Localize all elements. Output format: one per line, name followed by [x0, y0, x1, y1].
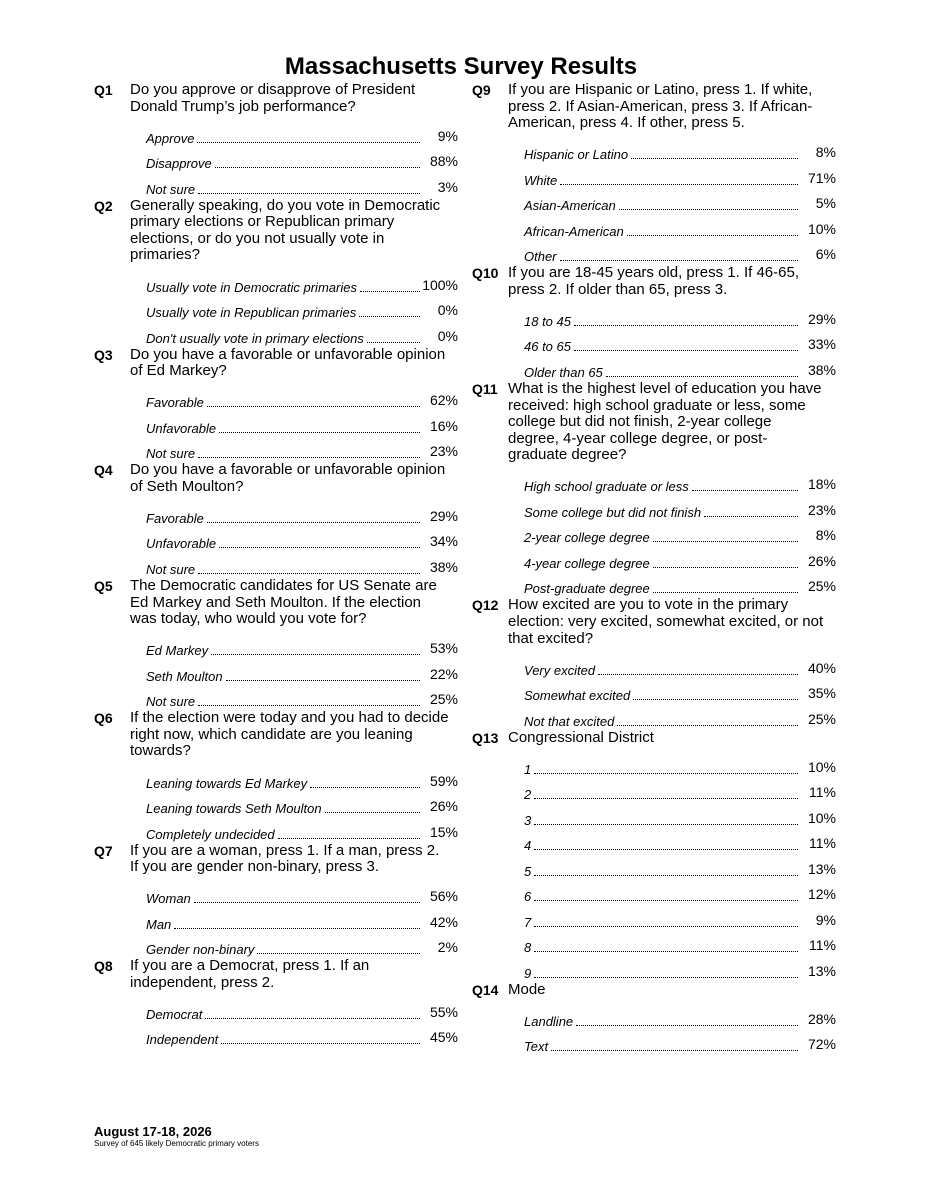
answer-value: 56%	[429, 888, 458, 905]
answer-value: 6%	[815, 246, 836, 263]
answer-label: Unfavorable	[146, 536, 217, 552]
answer-value: 10%	[807, 758, 836, 775]
dot-leader	[278, 838, 420, 839]
answer-label: 9	[524, 965, 532, 981]
answer-value: 45%	[429, 1029, 458, 1046]
question-header	[94, 462, 458, 495]
answer-value: 9%	[437, 127, 458, 144]
dot-leader	[560, 184, 798, 185]
dot-leader	[325, 812, 420, 813]
answer-label: Don't usually vote in primary elections	[146, 330, 364, 346]
question-number: Q9	[472, 82, 491, 98]
question-header	[94, 578, 458, 628]
answer-label: Somewhat excited	[524, 688, 631, 704]
question-q5	[94, 578, 458, 710]
answer-label: Favorable	[146, 395, 204, 411]
answer-row	[94, 997, 458, 1023]
answer-label: African-American	[524, 223, 624, 239]
question-number: Q10	[472, 265, 499, 282]
answer-label: Approve	[146, 130, 195, 146]
answer-label: Other	[524, 249, 557, 265]
answer-row	[472, 189, 836, 215]
answer-row	[94, 386, 458, 412]
answer-row	[94, 685, 458, 711]
dot-leader	[574, 325, 798, 326]
answer-list	[472, 138, 836, 266]
answer-label: Ed Markey	[146, 643, 209, 659]
answer-row	[94, 766, 458, 792]
question-number: Q5	[94, 577, 113, 594]
answer-row	[472, 829, 836, 855]
answer-row	[94, 907, 458, 933]
answer-label: Older than 65	[524, 364, 603, 380]
question-q2	[94, 198, 458, 347]
answer-list	[472, 470, 836, 598]
answer-label: 1	[524, 761, 532, 777]
answer-row	[94, 121, 458, 147]
dot-leader	[653, 541, 798, 542]
answer-row	[94, 817, 458, 843]
question-number: Q6	[94, 710, 113, 727]
answer-label: 6	[524, 889, 532, 905]
answer-value: 29%	[429, 507, 458, 524]
question-header	[472, 82, 836, 132]
answer-row	[472, 679, 836, 705]
answer-list	[94, 997, 458, 1048]
question-q9	[472, 82, 836, 265]
page-title: Massachusetts Survey Results	[284, 53, 638, 80]
answer-label: Asian-American	[524, 198, 616, 214]
answer-row	[472, 704, 836, 730]
answer-value: 3%	[437, 178, 458, 195]
answer-label: Unfavorable	[146, 420, 217, 436]
answer-label: Text	[524, 1039, 549, 1055]
dot-leader	[211, 654, 420, 655]
question-q14	[472, 982, 836, 1056]
question-text: Do you approve or disapprove of President Donald Trump’s job performance?	[130, 81, 416, 115]
question-number: Q12	[472, 597, 499, 614]
answer-row	[472, 495, 836, 521]
question-header	[94, 843, 458, 876]
answer-value: 12%	[807, 886, 836, 903]
answer-value: 9%	[815, 911, 836, 928]
question-q8	[94, 958, 458, 1048]
answer-value: 11%	[809, 835, 836, 852]
dot-leader	[534, 900, 798, 901]
answer-value: 18%	[807, 476, 836, 493]
dot-leader	[207, 406, 420, 407]
answer-value: 42%	[429, 913, 458, 930]
answer-value: 11%	[809, 784, 836, 801]
answer-label: Very excited	[524, 662, 596, 678]
question-q3	[94, 347, 458, 463]
answer-row	[472, 138, 836, 164]
question-text: If the election were today and you had to decide right now, which candidate are you leaning towards?	[130, 709, 449, 760]
dot-leader	[574, 350, 798, 351]
survey-note: Survey of 645 likely Democratic primary voters	[94, 1139, 259, 1148]
answer-label: 18 to 45	[524, 313, 571, 329]
question-q12	[472, 597, 836, 729]
answer-label: Seth Moulton	[146, 668, 223, 684]
answer-row	[472, 854, 836, 880]
question-text: Do you have a favorable or unfavorable opinion of Seth Moulton?	[130, 461, 446, 495]
answer-label: Usually vote in Democratic primaries	[146, 279, 357, 295]
dot-leader	[534, 773, 798, 774]
answer-value: 13%	[807, 962, 836, 979]
answer-row	[472, 330, 836, 356]
answer-row	[94, 552, 458, 578]
answer-row	[94, 147, 458, 173]
question-text: If you are a woman, press 1. If a man, press 2. If you are gender non-binary, press 3.	[130, 841, 440, 876]
answer-value: 10%	[807, 809, 836, 826]
answer-label: 8	[524, 940, 532, 956]
answer-value: 100%	[422, 276, 458, 293]
dot-leader	[359, 316, 420, 317]
dot-leader	[198, 573, 420, 574]
answer-value: 8%	[815, 144, 836, 161]
answer-label: Landline	[524, 1013, 574, 1029]
answer-value: 33%	[807, 336, 836, 353]
dot-leader	[653, 592, 798, 593]
dot-leader	[606, 376, 798, 377]
answer-label: 4-year college degree	[524, 555, 650, 571]
footer	[94, 1124, 259, 1149]
answer-label: Post-graduate degree	[524, 581, 650, 597]
question-header	[472, 381, 836, 464]
answer-label: Disapprove	[146, 156, 212, 172]
answer-value: 11%	[809, 937, 836, 954]
dot-leader	[174, 928, 420, 929]
answer-value: 26%	[807, 552, 836, 569]
answer-list	[472, 752, 836, 982]
dot-leader	[534, 875, 798, 876]
answer-row	[472, 470, 836, 496]
answer-value: 35%	[807, 685, 836, 702]
dot-leader	[360, 291, 420, 292]
dot-leader	[194, 902, 420, 903]
question-header	[472, 982, 836, 999]
answer-label: 2-year college degree	[524, 530, 650, 546]
question-text: How excited are you to vote in the primary election: very excited, somewhat excited, or not that excited?	[508, 596, 824, 647]
answer-row	[472, 240, 836, 266]
question-number: Q7	[94, 842, 113, 859]
question-q10	[472, 265, 836, 381]
dot-leader	[219, 547, 420, 548]
question-header	[472, 730, 836, 747]
answer-row	[472, 521, 836, 547]
answer-row	[472, 355, 836, 381]
dot-leader	[207, 522, 420, 523]
answer-label: High school graduate or less	[524, 479, 689, 495]
answer-label: Independent	[146, 1032, 219, 1048]
answer-label: Usually vote in Republican primaries	[146, 305, 357, 321]
question-q1	[94, 82, 458, 198]
answer-row	[472, 214, 836, 240]
answer-value: 38%	[807, 361, 836, 378]
dot-leader	[226, 680, 420, 681]
answer-value: 25%	[807, 710, 836, 727]
answer-label: Favorable	[146, 510, 204, 526]
answer-label: Leaning towards Seth Moulton	[146, 801, 322, 816]
answer-row	[472, 572, 836, 598]
answer-list	[472, 1004, 836, 1055]
answer-row	[472, 931, 836, 957]
dot-leader	[692, 490, 798, 491]
answer-value: 62%	[429, 392, 458, 409]
answer-row	[472, 778, 836, 804]
dot-leader	[631, 158, 798, 159]
answer-value: 13%	[807, 860, 836, 877]
answer-value: 28%	[807, 1010, 836, 1027]
answer-value: 8%	[815, 527, 836, 544]
answer-value: 40%	[807, 659, 836, 676]
question-header	[472, 265, 836, 298]
answer-list	[94, 882, 458, 959]
answer-label: Not sure	[146, 446, 196, 462]
dot-leader	[367, 342, 420, 343]
answer-label: White	[524, 172, 558, 188]
dot-leader	[534, 926, 798, 927]
question-number: Q8	[94, 958, 113, 975]
answer-value: 88%	[429, 153, 458, 170]
answer-row	[472, 880, 836, 906]
answer-value: 25%	[429, 691, 458, 708]
answer-row	[472, 1030, 836, 1056]
dot-leader	[197, 142, 420, 143]
answer-row	[94, 659, 458, 685]
answer-row	[94, 270, 458, 296]
answer-value: 29%	[807, 310, 836, 327]
answer-value: 25%	[807, 578, 836, 595]
dot-leader	[551, 1050, 798, 1051]
dot-leader	[617, 725, 798, 726]
question-header	[94, 82, 458, 115]
dot-leader	[619, 209, 798, 210]
answer-label: Man	[146, 916, 172, 932]
answer-row	[94, 634, 458, 660]
answer-label: Some college but did not finish	[524, 504, 702, 520]
answer-label: 46 to 65	[524, 339, 571, 355]
answer-label: 5	[524, 863, 532, 879]
answer-row	[472, 304, 836, 330]
question-header	[472, 597, 836, 647]
question-number: Q1	[94, 82, 113, 98]
dot-leader	[198, 193, 420, 194]
question-q13	[472, 730, 836, 982]
question-text: Congressional District	[508, 728, 654, 746]
answer-value: 34%	[429, 533, 458, 550]
answer-list	[94, 501, 458, 578]
answer-list	[94, 386, 458, 463]
question-number: Q2	[94, 197, 113, 214]
answer-row	[472, 653, 836, 679]
dot-leader	[704, 516, 798, 517]
question-text: What is the highest level of education you have received: high school graduate or less, some college but did not finish, 2-year college degree, 4-year college degree, or post- graduate degree?	[508, 379, 822, 464]
answer-list	[472, 653, 836, 730]
left-column	[94, 82, 458, 1048]
dot-leader	[205, 1018, 420, 1019]
answer-value: 10%	[807, 220, 836, 237]
answer-value: 23%	[429, 443, 458, 460]
dot-leader	[219, 432, 420, 433]
dot-leader	[198, 705, 420, 706]
dot-leader	[598, 674, 798, 675]
question-text: Mode	[508, 980, 546, 998]
answer-value: 38%	[429, 558, 458, 575]
dot-leader	[534, 977, 798, 978]
answer-label: Gender non-binary	[146, 942, 255, 958]
answer-label: Woman	[146, 891, 191, 907]
answer-row	[472, 163, 836, 189]
answer-value: 2%	[437, 939, 458, 956]
answer-label: 3	[524, 812, 532, 828]
question-text: If you are 18-45 years old, press 1. If 46-65, press 2. If older than 65, press 3.	[508, 264, 799, 298]
dot-leader	[627, 235, 798, 236]
answer-row	[472, 546, 836, 572]
right-column	[472, 82, 836, 1055]
answer-value: 5%	[815, 195, 836, 212]
answer-row	[94, 792, 458, 818]
answer-row	[94, 1023, 458, 1049]
question-number: Q13	[472, 729, 499, 746]
answer-row	[472, 905, 836, 931]
dot-leader	[576, 1025, 798, 1026]
answer-value: 72%	[807, 1036, 836, 1053]
answer-label: 4	[524, 838, 532, 854]
question-number: Q11	[472, 380, 498, 397]
answer-value: 0%	[437, 302, 458, 319]
answer-value: 23%	[807, 501, 836, 518]
answer-row	[472, 956, 836, 982]
answer-row	[94, 933, 458, 959]
answer-label: 7	[524, 914, 532, 930]
dot-leader	[534, 798, 798, 799]
dot-leader	[534, 951, 798, 952]
dot-leader	[257, 953, 420, 954]
answer-row	[472, 1004, 836, 1030]
answer-value: 53%	[429, 640, 458, 657]
question-text: If you are Hispanic or Latino, press 1. If white, press 2. If Asian-American, press 3. If African- American, press 4. If other, press 5.	[508, 81, 813, 132]
question-number: Q14	[472, 981, 499, 998]
question-text: Do you have a favorable or unfavorable opinion of Ed Markey?	[130, 345, 446, 380]
answer-label: Not sure	[146, 181, 196, 197]
survey-date: August 17-18, 2026	[94, 1124, 212, 1139]
answer-label: Hispanic or Latino	[524, 147, 629, 163]
question-text: The Democratic candidates for US Senate are Ed Markey and Seth Moulton. If the election was today, who would you vote for?	[130, 576, 437, 628]
dot-leader	[221, 1043, 420, 1044]
answer-row	[94, 296, 458, 322]
question-q11	[472, 381, 836, 597]
question-q7	[94, 843, 458, 959]
answer-value: 71%	[807, 169, 836, 186]
question-text: If you are a Democrat, press 1. If an independent, press 2.	[130, 957, 370, 991]
answer-label: Not sure	[146, 561, 196, 577]
question-header	[94, 710, 458, 760]
answer-value: 15%	[429, 823, 458, 840]
answer-row	[94, 411, 458, 437]
dot-leader	[534, 849, 798, 850]
answer-value: 26%	[429, 798, 458, 814]
answer-list	[94, 766, 458, 843]
answer-value: 55%	[429, 1003, 458, 1020]
dot-leader	[653, 567, 798, 568]
question-text: Generally speaking, do you vote in Democratic primary elections or Republican primary elections, or do you not usually vote in primaries?	[130, 196, 441, 264]
dot-leader	[633, 699, 798, 700]
answer-row	[94, 882, 458, 908]
answer-row	[94, 172, 458, 198]
answer-row	[94, 501, 458, 527]
answer-value: 59%	[429, 772, 458, 789]
answer-list	[94, 270, 458, 347]
dot-leader	[310, 787, 420, 788]
dot-leader	[198, 457, 420, 458]
answer-list	[94, 634, 458, 711]
dot-leader	[215, 167, 420, 168]
answer-row	[472, 803, 836, 829]
answer-value: 16%	[429, 417, 458, 434]
answer-label: Completely undecided	[146, 826, 275, 842]
question-header	[94, 198, 458, 264]
answer-list	[94, 121, 458, 198]
answer-row	[94, 527, 458, 553]
answer-row	[94, 437, 458, 463]
answer-value: 0%	[437, 327, 458, 344]
answer-label: Not sure	[146, 694, 196, 710]
answer-label: Not that excited	[524, 713, 615, 729]
question-number: Q4	[94, 462, 113, 479]
dot-leader	[534, 824, 798, 825]
answer-list	[472, 304, 836, 381]
answer-label: Democrat	[146, 1006, 203, 1022]
dot-leader	[560, 260, 798, 261]
question-header	[94, 958, 458, 991]
answer-value: 22%	[429, 665, 458, 682]
question-number: Q3	[94, 346, 113, 363]
question-q6	[94, 710, 458, 842]
answer-row	[94, 321, 458, 347]
answer-label: Leaning towards Ed Markey	[146, 775, 308, 791]
answer-label: 2	[524, 787, 532, 803]
question-header	[94, 347, 458, 380]
answer-row	[472, 752, 836, 778]
question-q4	[94, 462, 458, 578]
